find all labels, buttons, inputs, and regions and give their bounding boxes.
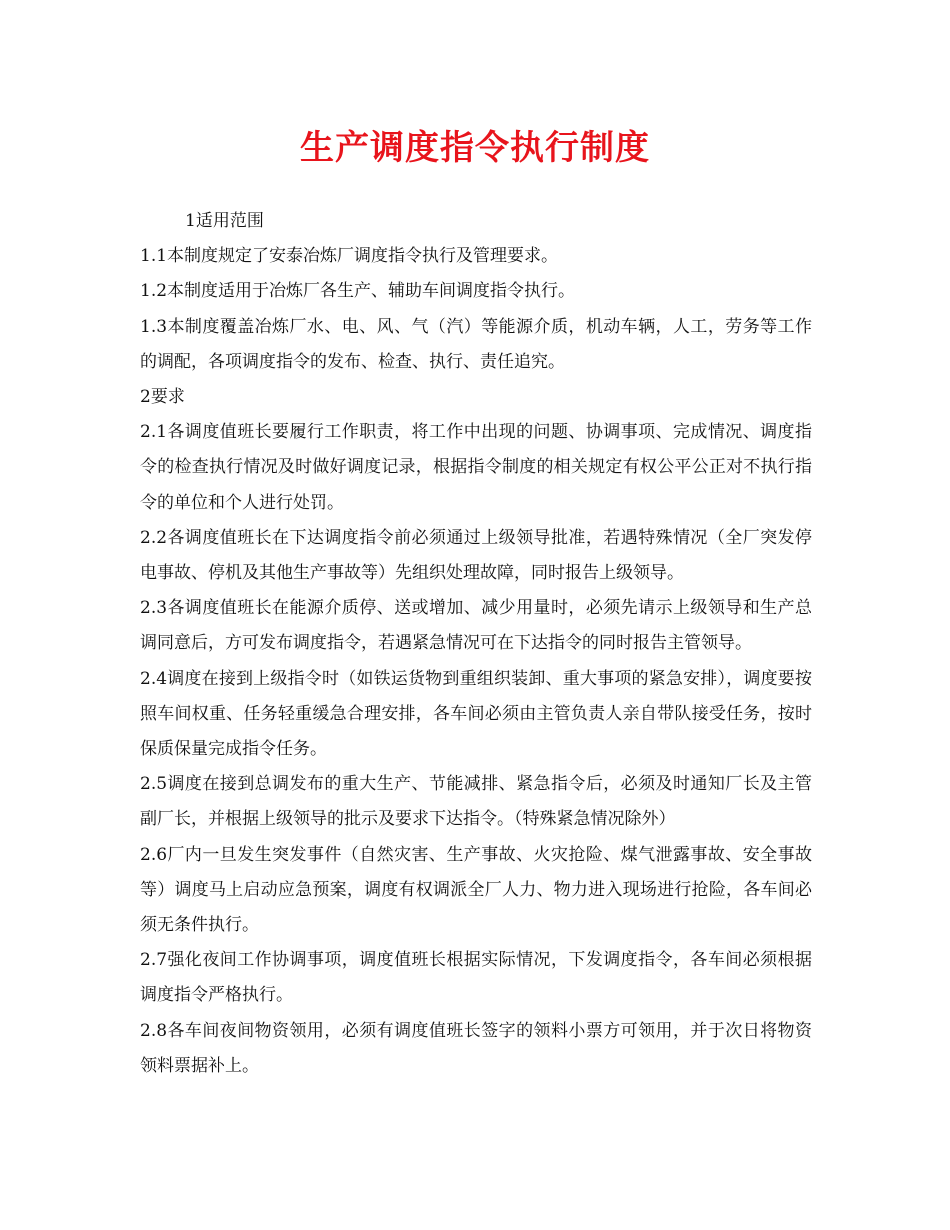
paragraph-1-3: 1.3本制度覆盖冶炼厂水、电、风、气（汽）等能源介质，机动车辆，人工，劳务等工作的调配，各项调度指令的发布、检查、执行、责任追究。 <box>140 316 812 372</box>
section-heading-scope: 1适用范围 <box>185 211 264 231</box>
paragraph-2-1: 2.1各调度值班长要履行工作职责，将工作中出现的问题、协调事项、完成情况、调度指令的检查执行情况及时做好调度记录，根据指令制度的相关规定有权公平公正对不执行指令的单位和个人进行处罚。 <box>140 422 812 513</box>
paragraph-2-2: 2.2各调度值班长在下达调度指令前必须通过上级领导批准，若遇特殊情况（全厂突发停电事故、停机及其他生产事故等）先组织处理故障，同时报告上级领导。 <box>140 527 812 584</box>
paragraph-2-4: 2.4调度在接到上级指令时（如铁运货物到重组织装卸、重大事项的紧急安排），调度要按照车间权重、任务轻重缓急合理安排，各车间必须由主管负责人亲自带队接受任务，按时保质保量完成指令任务。 <box>140 668 812 760</box>
document-title: 生产调度指令执行制度 <box>300 128 650 168</box>
paragraph-1-2: 1.2本制度适用于冶炼厂各生产、辅助车间调度指令执行。 <box>140 281 576 302</box>
section-heading-requirements: 2要求 <box>140 387 185 408</box>
paragraph-1-1: 1.1本制度规定了安泰冶炼厂调度指令执行及管理要求。 <box>140 246 559 267</box>
paragraph-2-5: 2.5调度在接到总调发布的重大生产、节能减排、紧急指令后，必须及时通知厂长及主管副厂长，并根据上级领导的批示及要求下达指令。（特殊紧急情况除外） <box>140 774 812 830</box>
paragraph-2-8: 2.8各车间夜间物资领用，必须有调度值班长签字的领料小票方可领用，并于次日将物资领料票据补上。 <box>140 1020 812 1076</box>
paragraph-2-3: 2.3各调度值班长在能源介质停、送或增加、减少用量时，必须先请示上级领导和生产总调同意后，方可发布调度指令，若遇紧急情况可在下达指令的同时报告主管领导。 <box>140 598 812 654</box>
document-body <box>140 204 812 1084</box>
paragraph-2-7: 2.7强化夜间工作协调事项，调度值班长根据实际情况，下发调度指令，各车间必须根据调度指令严格执行。 <box>140 950 812 1006</box>
paragraph-2-6: 2.6厂内一旦发生突发事件（自然灾害、生产事故、火灾抢险、煤气泄露事故、安全事故等）调度马上启动应急预案，调度有权调派全厂人力、物力进入现场进行抢险，各车间必须无条件执行。 <box>140 844 812 936</box>
